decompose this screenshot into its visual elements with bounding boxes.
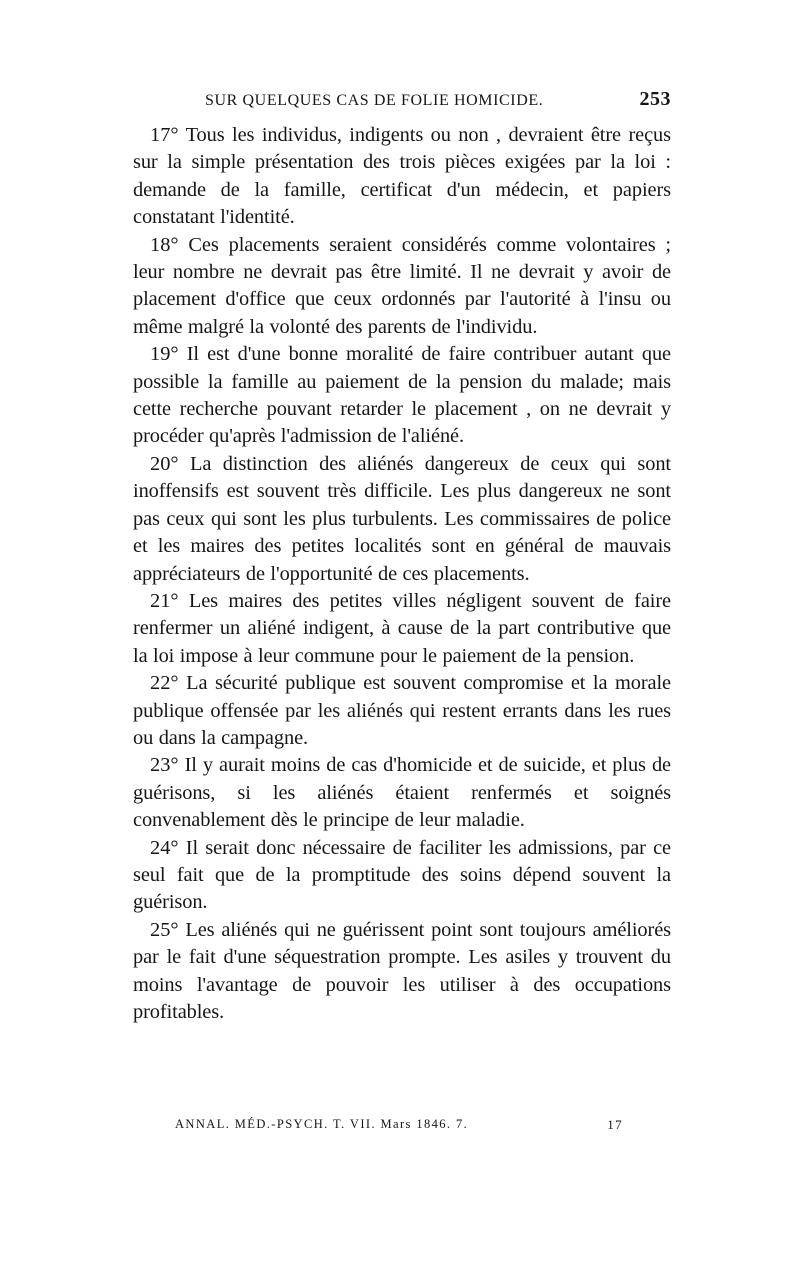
signature-mark: 17 (607, 1117, 623, 1132)
paragraph-number: 18° (150, 233, 179, 256)
paragraph-text: La sécurité publique est souvent compromise et la morale publique offensée par les aliénés qui restent errants dans les rues ou dans la campagne. (133, 672, 671, 749)
paragraph-text: La distinction des aliénés dangereux de ceux qui sont inoffensifs est souvent très difficile. Les plus dangereux ne sont pas ceux qui sont les plus turbulents. Les commissaires de police et les maires des petites localités sont en général de mauvais appréciateurs de l'opportunité de ces placements. (133, 452, 671, 585)
page-number: 253 (639, 88, 671, 110)
paragraph-number: 24° (150, 836, 179, 859)
paragraph-number: 23° (150, 754, 179, 777)
page (133, 88, 671, 1026)
paragraph-21 (133, 588, 671, 670)
paragraph-24 (133, 835, 671, 917)
paragraph-19 (133, 341, 671, 451)
paragraph-number: 21° (150, 589, 179, 612)
paragraph-text: Il y aurait moins de cas d'homicide et de suicide, et plus de guérisons, si les aliénés étaient renfermés et soignés convenablement dès le principe de leur maladie. (133, 754, 671, 832)
paragraph-23 (133, 752, 671, 834)
paragraph-text: Ces placements seraient considérés comme volontaires ; leur nombre ne devrait pas être limité. Il ne devrait y avoir de placement d'office que ceux ordonnés par l'autorité à l'insu ou même malgré la volonté des parents de l'individu. (133, 233, 671, 338)
journal-reference: ANNAL. MÉD.-PSYCH. T. VII. Mars 1846. 7. (175, 1117, 469, 1131)
running-title: SUR QUELQUES CAS DE FOLIE HOMICIDE. (205, 92, 544, 109)
paragraph-text: Il serait donc nécessaire de faciliter les admissions, par ce seul fait que de la promptitude des soins dépend souvent la guérison. (133, 836, 671, 914)
paragraph-text: Les maires des petites villes négligent souvent de faire renfermer un aliéné indigent, à cause de la part contributive que la loi impose à leur commune pour le paiement de la pension. (133, 589, 671, 667)
paragraph-18 (133, 232, 671, 342)
paragraph-number: 20° (150, 452, 179, 475)
paragraph-25 (133, 917, 671, 1027)
paragraph-20 (133, 451, 671, 588)
paragraph-number: 25° (150, 918, 179, 941)
paragraph-number: 22° (150, 672, 179, 695)
paragraph-text: Il est d'une bonne moralité de faire contribuer autant que possible la famille au paiement de la pension du malade; mais cette recherche pouvant retarder le placement , on ne devrait y procéder qu'après l'admission de l'aliéné. (133, 343, 671, 448)
paragraph-22 (133, 670, 671, 752)
paragraph-text: Les aliénés qui ne guérissent point sont toujours améliorés par le fait d'une séquestration prompte. Les asiles y trouvent du moins l'avantage de pouvoir les utiliser à des occupations profitables. (133, 918, 671, 1023)
paragraph-17 (133, 122, 671, 232)
paragraph-number: 17° (150, 124, 179, 146)
paragraph-number: 19° (150, 343, 179, 366)
paragraph-text: Tous les individus, indigents ou non , devraient être reçus sur la simple présentation des trois pièces exigées par la loi : demande de la famille, certificat d'un médecin, et papiers constatant l'identité. (133, 124, 671, 229)
running-head (133, 88, 671, 122)
